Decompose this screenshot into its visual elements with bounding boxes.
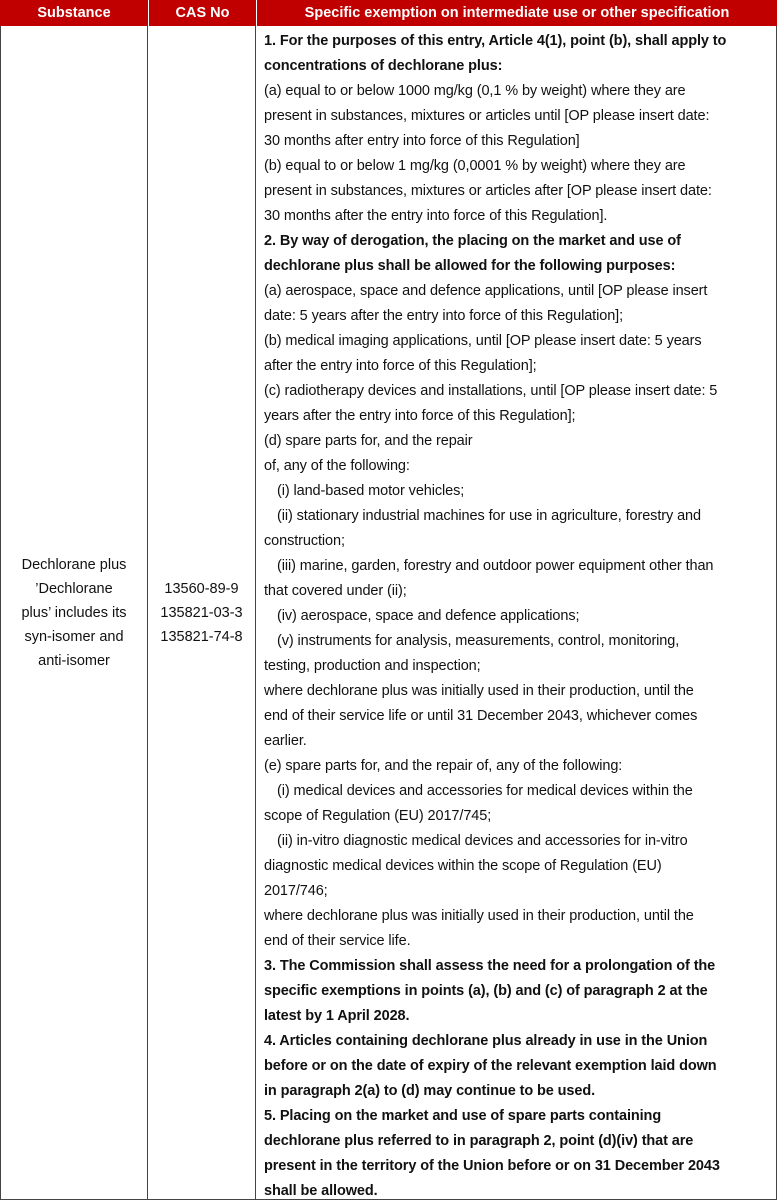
spec-line: date: 5 years after the entry into force of this Regulation]; (264, 308, 624, 324)
spec-line-bold: 4. Articles containing dechlorane plus already in use in the Union (264, 1033, 708, 1049)
spec-line: (v) instruments for analysis, measurements, control, monitoring, (277, 633, 680, 649)
substance-line: ’Dechlorane (35, 581, 113, 597)
spec-line: where dechlorane plus was initially used in their production, until the (264, 908, 694, 924)
substance-line: Dechlorane plus (21, 557, 127, 573)
header-cas-no: CAS No (148, 0, 256, 26)
cas-number: 135821-74-8 (160, 629, 243, 645)
spec-line-bold: dechlorane plus shall be allowed for the following purposes: (264, 258, 676, 274)
spec-line-bold: dechlorane plus referred to in paragraph 2, point (d)(iv) that are (264, 1133, 694, 1149)
spec-line: (iii) marine, garden, forestry and outdoor power equipment other than (277, 558, 714, 574)
spec-line: 30 months after entry into force of this Regulation] (264, 133, 580, 149)
spec-line: earlier. (264, 733, 307, 749)
cas-number: 13560-89-9 (164, 581, 239, 597)
header-specification: Specific exemption on intermediate use or other specification (256, 0, 777, 26)
spec-line: (e) spare parts for, and the repair of, any of the following: (264, 758, 623, 774)
spec-line: (d) spare parts for, and the repair (264, 433, 473, 449)
spec-line: (i) land-based motor vehicles; (277, 483, 465, 499)
substance-line: anti-isomer (38, 653, 110, 669)
spec-line-bold: specific exemptions in points (a), (b) and (c) of paragraph 2 at the (264, 983, 708, 999)
spec-line: construction; (264, 533, 345, 549)
spec-line: scope of Regulation (EU) 2017/745; (264, 808, 492, 824)
spec-line: 2017/746; (264, 883, 328, 899)
spec-line-bold: concentrations of dechlorane plus: (264, 58, 503, 74)
spec-line-bold: 5. Placing on the market and use of spare parts containing (264, 1108, 662, 1124)
spec-line: of, any of the following: (264, 458, 410, 474)
substance-line: plus’ includes its (21, 605, 127, 621)
spec-line: diagnostic medical devices within the scope of Regulation (EU) (264, 858, 662, 874)
substance-cell (1, 553, 147, 673)
spec-line: (b) medical imaging applications, until [OP please insert date: 5 years (264, 333, 702, 349)
spec-line-bold: in paragraph 2(a) to (d) may continue to be used. (264, 1083, 596, 1099)
spec-line: end of their service life or until 31 December 2043, whichever comes (264, 708, 698, 724)
spec-line-bold: 3. The Commission shall assess the need for a prolongation of the (264, 958, 716, 974)
spec-line: where dechlorane plus was initially used in their production, until the (264, 683, 694, 699)
cas-number-cell (148, 577, 255, 649)
cas-number: 135821-03-3 (160, 605, 243, 621)
spec-line-bold: 2. By way of derogation, the placing on the market and use of (264, 233, 681, 249)
spec-line: (b) equal to or below 1 mg/kg (0,0001 % by weight) where they are (264, 158, 686, 174)
spec-line: (ii) in-vitro diagnostic medical devices and accessories for in-vitro (277, 833, 688, 849)
spec-line: (ii) stationary industrial machines for use in agriculture, forestry and (277, 508, 701, 524)
specification-cell (264, 29, 774, 1204)
substance-line: syn-isomer and (24, 629, 124, 645)
spec-line-bold: 1. For the purposes of this entry, Article 4(1), point (b), shall apply to (264, 33, 727, 49)
spec-line-bold: latest by 1 April 2028. (264, 1008, 410, 1024)
spec-line: testing, production and inspection; (264, 658, 481, 674)
spec-line-bold: present in the territory of the Union before or on 31 December 2043 (264, 1158, 720, 1174)
spec-line: years after the entry into force of this Regulation]; (264, 408, 576, 424)
spec-line: (iv) aerospace, space and defence applications; (277, 608, 580, 624)
spec-line: 30 months after the entry into force of this Regulation]. (264, 208, 608, 224)
spec-line: (a) aerospace, space and defence applications, until [OP please insert (264, 283, 708, 299)
spec-line-bold: shall be allowed. (264, 1183, 378, 1199)
spec-line-bold: before or on the date of expiry of the relevant exemption laid down (264, 1058, 717, 1074)
header-substance: Substance (0, 0, 148, 26)
spec-line: (i) medical devices and accessories for medical devices within the (277, 783, 693, 799)
spec-line: end of their service life. (264, 933, 411, 949)
spec-line: present in substances, mixtures or articles after [OP please insert date: (264, 183, 712, 199)
column-divider (255, 26, 256, 1200)
spec-line: after the entry into force of this Regulation]; (264, 358, 537, 374)
spec-line: present in substances, mixtures or articles until [OP please insert date: (264, 108, 710, 124)
spec-line: (c) radiotherapy devices and installations, until [OP please insert date: 5 (264, 383, 718, 399)
spec-line: that covered under (ii); (264, 583, 407, 599)
spec-line: (a) equal to or below 1000 mg/kg (0,1 % by weight) where they are (264, 83, 686, 99)
